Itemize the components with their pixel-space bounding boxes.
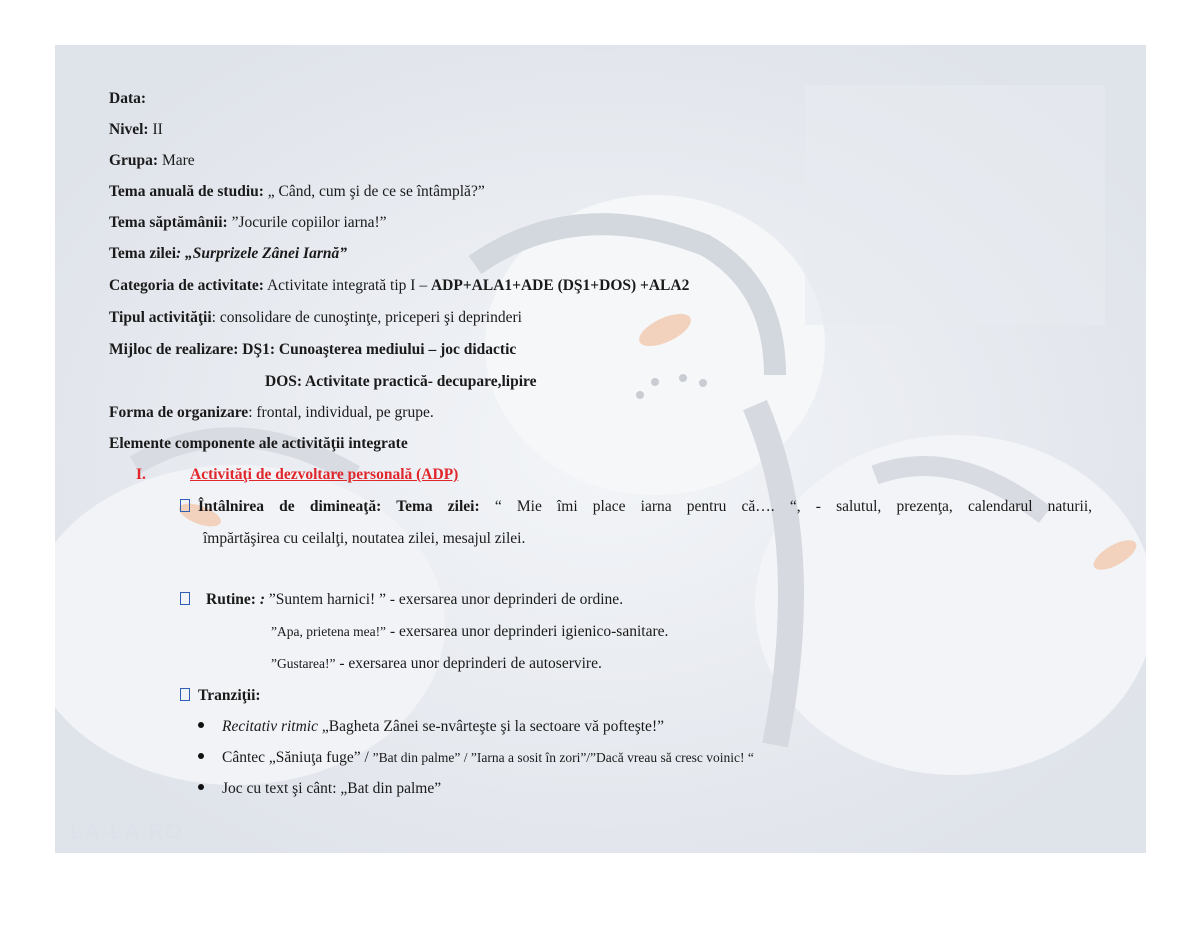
categoria-value: Activitate integrată tip I – (263, 277, 431, 294)
tranzitii-2-a: Cântec „Săniuţa fuge” / (222, 749, 373, 766)
bullet-icon (198, 784, 204, 790)
checkbox-bullet-icon (180, 499, 190, 512)
mijloc-dos: DOS: Activitate practică- decupare,lipire (265, 373, 537, 390)
tipul-label: Tipul activităţii (109, 309, 212, 326)
tema-saptamanii-label: Tema săptămânii: (109, 214, 228, 231)
intalnirea-line (180, 497, 1092, 517)
intalnirea-text: “ Mie îmi place iarna pentru că…. “, - salutul, prezenţa, calendarul naturii, (479, 498, 1092, 515)
grupa-line (109, 151, 195, 171)
tipul-value: : consolidare de cunoştinţe, priceperi şi deprinderi (211, 309, 522, 326)
tema-anuala-value: „ Când, cum şi de ce se întâmplă?” (263, 183, 485, 200)
nivel-line (109, 120, 163, 140)
tranzitii-item-1 (198, 717, 664, 737)
tranzitii-item-2 (198, 748, 754, 768)
mijloc-line (109, 340, 516, 360)
checkbox-bullet-icon (180, 688, 190, 701)
elemente-heading: Elemente componente ale activităţii integrate (109, 435, 408, 452)
section-title: Activităţi de dezvoltare personală (ADP) (190, 466, 459, 483)
rutine-2-title: ”Apa, prietena mea!” (271, 624, 387, 639)
tranzitii-label: Tranziţii: (198, 687, 261, 704)
intalnirea-line-2: împărtăşirea cu ceilalţi, noutatea zilei, mesajul zilei. (203, 530, 526, 547)
data-line (109, 89, 146, 109)
nivel-label: Nivel: (109, 121, 149, 138)
tranzitii-1-text: „Bagheta Zânei se-nvârteşte şi la sectoare vă pofteşte!” (317, 718, 664, 735)
grupa-label: Grupa: (109, 152, 159, 169)
tema-saptamanii-line (109, 213, 387, 233)
section-number: I. (136, 466, 146, 483)
nivel-value: II (148, 121, 163, 138)
rutine-1: ”Suntem harnici! ” - exersarea unor deprinderi de ordine. (265, 591, 624, 608)
tipul-line (109, 308, 522, 328)
rutine-line (180, 590, 623, 610)
forma-line (109, 403, 434, 423)
tranzitii-item-3 (198, 779, 441, 799)
tranzitii-3: Joc cu text şi cânt: „Bat din palme” (222, 780, 442, 797)
rutine-2-text: - exersarea unor deprinderi igienico-sanitare. (386, 623, 669, 640)
tema-saptamanii-value: ”Jocurile copiilor iarna!” (227, 214, 387, 231)
tranzitii-2-b: ”Bat din palme” / ”Iarna a sosit în zori”/”Dacă vreau să cresc voinic! “ (372, 750, 754, 765)
categoria-line (109, 276, 689, 296)
rutine-3-line (271, 654, 602, 674)
watermark: LA-LA.RO (70, 819, 184, 844)
bullet-icon (198, 753, 204, 759)
rutine-3-text: - exersarea unor deprinderi de autoservire. (335, 655, 602, 672)
tema-anuala-label: Tema anuală de studiu: (109, 183, 264, 200)
bullet-icon (198, 722, 204, 728)
tranzitii-line (180, 686, 261, 706)
categoria-label: Categoria de activitate: (109, 277, 264, 294)
rutine-label: Rutine: (206, 591, 256, 608)
checkbox-bullet-icon (180, 592, 190, 605)
forma-value: : frontal, individual, pe grupe. (248, 404, 434, 421)
rutine-3-title: ”Gustarea!” (271, 656, 336, 671)
categoria-value-bold: ADP+ALA1+ADE (DŞ1+DOS) +ALA2 (430, 277, 690, 294)
tema-zilei-line (109, 244, 347, 264)
intalnirea-label: Întâlnirea de dimineaţă: Tema zilei: (198, 498, 480, 515)
tranzitii-1-italic: Recitativ ritmic (222, 718, 318, 735)
rutine-2-line (271, 622, 668, 642)
tema-anuala-line (109, 182, 485, 202)
tema-zilei-label: Tema zilei (109, 245, 177, 262)
mijloc-label: Mijloc de realizare: (109, 341, 239, 358)
forma-label: Forma de organizare (109, 404, 249, 421)
data-label: Data: (109, 90, 147, 107)
grupa-value: Mare (158, 152, 195, 169)
rutine-colon: : (255, 591, 265, 608)
mijloc-ds1: DŞ1: Cunoaşterea mediului – joc didactic (238, 341, 517, 358)
tema-zilei-value: : „Surprizele Zânei Iarnă” (176, 245, 347, 262)
